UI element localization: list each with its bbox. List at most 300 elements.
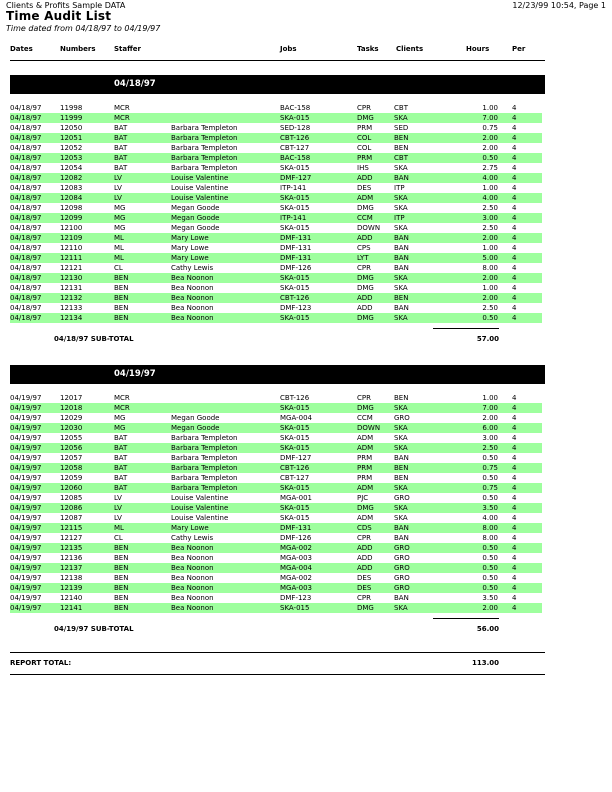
- task-code: PRM: [357, 464, 373, 472]
- staffer-name: Bea Noonon: [171, 564, 214, 572]
- job-number: SKA-015: [280, 314, 310, 322]
- task-code: DMG: [357, 274, 374, 282]
- task-code: DES: [357, 574, 372, 582]
- staffer-name: Bea Noonon: [171, 274, 214, 282]
- client-code: SKA: [394, 404, 408, 412]
- table-row: [10, 563, 542, 573]
- hours: 3.50: [482, 594, 498, 602]
- staffer-name: Megan Goode: [171, 204, 220, 212]
- table-row: [10, 453, 542, 463]
- hours: 0.50: [482, 494, 498, 502]
- table-row: [10, 203, 542, 213]
- hours: 2.00: [482, 134, 498, 142]
- staffer-name: Louise Valentine: [171, 184, 229, 192]
- entry-date: 04/18/97: [10, 244, 42, 252]
- job-number: SKA-015: [280, 484, 310, 492]
- job-number: MGA-002: [280, 544, 312, 552]
- hours: 7.00: [482, 404, 498, 412]
- entry-number: 12109: [60, 234, 83, 242]
- entry-date: 04/19/97: [10, 404, 42, 412]
- table-row: [10, 443, 542, 453]
- client-code: BAN: [394, 264, 409, 272]
- col-hours: Hours: [466, 45, 490, 53]
- table-row: [10, 423, 542, 433]
- client-code: CBT: [394, 104, 408, 112]
- entry-number: 12058: [60, 464, 83, 472]
- staffer-name: Barbara Templeton: [171, 124, 238, 132]
- job-number: SKA-015: [280, 224, 310, 232]
- client-code: BEN: [394, 294, 409, 302]
- hours: 2.50: [482, 204, 498, 212]
- table-row: [10, 223, 542, 233]
- entry-number: 12138: [60, 574, 83, 582]
- period: 4: [512, 304, 517, 312]
- entry-number: 12099: [60, 214, 83, 222]
- staffer-name: Cathy Lewis: [171, 534, 214, 542]
- client-code: BEN: [394, 134, 409, 142]
- task-code: CPR: [357, 104, 371, 112]
- period: 4: [512, 494, 517, 502]
- entry-number: 12084: [60, 194, 83, 202]
- entry-number: 12018: [60, 404, 83, 412]
- task-code: PJC: [357, 494, 369, 502]
- client-code: BAN: [394, 534, 409, 542]
- staffer-code: BAT: [114, 134, 128, 142]
- entry-date: 04/19/97: [10, 524, 42, 532]
- subtotal-value: 56.00: [476, 625, 499, 633]
- staffer-code: ML: [114, 254, 124, 262]
- job-number: MGA-001: [280, 494, 312, 502]
- job-number: SKA-015: [280, 194, 310, 202]
- entry-date: 04/19/97: [10, 494, 42, 502]
- period: 4: [512, 604, 517, 612]
- hours: 3.00: [482, 434, 498, 442]
- staffer-name: Barbara Templeton: [171, 474, 238, 482]
- entry-date: 04/18/97: [10, 154, 42, 162]
- staffer-name: Louise Valentine: [171, 194, 229, 202]
- client-code: SED: [394, 124, 409, 132]
- staffer-code: BEN: [114, 584, 129, 592]
- staffer-name: Bea Noonon: [171, 604, 214, 612]
- table-row: [10, 403, 542, 413]
- entry-number: 12030: [60, 424, 83, 432]
- job-number: SKA-015: [280, 114, 310, 122]
- job-number: MGA-004: [280, 414, 312, 422]
- entry-number: 12132: [60, 294, 83, 302]
- staffer-code: LV: [114, 174, 122, 182]
- period: 4: [512, 444, 517, 452]
- period: 4: [512, 264, 517, 272]
- entry-number: 12051: [60, 134, 83, 142]
- hours: 4.00: [482, 514, 498, 522]
- job-number: SKA-015: [280, 504, 310, 512]
- entry-date: 04/19/97: [10, 554, 42, 562]
- hours: 0.50: [482, 554, 498, 562]
- staffer-name: Bea Noonon: [171, 294, 214, 302]
- subtotal-rule: [433, 328, 499, 329]
- task-code: ADD: [357, 294, 373, 302]
- period: 4: [512, 174, 517, 182]
- staffer-code: ML: [114, 234, 124, 242]
- client-code: SKA: [394, 434, 408, 442]
- entry-date: 04/19/97: [10, 434, 42, 442]
- table-row: [10, 163, 542, 173]
- hours: 7.00: [482, 114, 498, 122]
- staffer-name: Mary Lowe: [171, 524, 209, 532]
- task-code: PRM: [357, 454, 373, 462]
- period: 4: [512, 154, 517, 162]
- client-code: SKA: [394, 504, 408, 512]
- staffer-name: Louise Valentine: [171, 494, 229, 502]
- entry-number: 12115: [60, 524, 83, 532]
- staffer-code: ML: [114, 244, 124, 252]
- group-rows: [10, 393, 542, 613]
- staffer-code: BEN: [114, 274, 129, 282]
- staffer-code: MG: [114, 224, 126, 232]
- entry-number: 11998: [60, 104, 83, 112]
- job-number: SED-128: [280, 124, 311, 132]
- staffer-code: BEN: [114, 564, 129, 572]
- job-number: MGA-003: [280, 554, 312, 562]
- hours: 8.00: [482, 264, 498, 272]
- group-band: [10, 75, 545, 94]
- client-code: SKA: [394, 484, 408, 492]
- group-date: 04/18/97: [114, 79, 156, 89]
- staffer-code: LV: [114, 494, 122, 502]
- job-number: SKA-015: [280, 164, 310, 172]
- period: 4: [512, 214, 517, 222]
- staffer-code: BAT: [114, 474, 128, 482]
- col-numbers: Numbers: [60, 45, 96, 53]
- client-code: GRO: [394, 554, 410, 562]
- table-row: [10, 463, 542, 473]
- period: 4: [512, 224, 517, 232]
- client-code: BAN: [394, 594, 409, 602]
- client-code: SKA: [394, 274, 408, 282]
- hours: 2.50: [482, 304, 498, 312]
- staffer-name: Megan Goode: [171, 414, 220, 422]
- hours: 1.00: [482, 104, 498, 112]
- total-rule-bottom: [10, 674, 545, 675]
- staffer-code: LV: [114, 514, 122, 522]
- client-code: BEN: [394, 464, 409, 472]
- staffer-name: Megan Goode: [171, 424, 220, 432]
- staffer-code: CL: [114, 534, 123, 542]
- task-code: ADM: [357, 484, 374, 492]
- header-rule: [10, 60, 545, 61]
- table-row: [10, 313, 542, 323]
- entry-number: 12083: [60, 184, 83, 192]
- job-number: MGA-003: [280, 584, 312, 592]
- entry-date: 04/18/97: [10, 234, 42, 242]
- staffer-code: BAT: [114, 444, 128, 452]
- staffer-name: Bea Noonon: [171, 314, 214, 322]
- subtotal-label: 04/18/97 SUB-TOTAL: [54, 335, 134, 343]
- job-number: CBT-126: [280, 394, 310, 402]
- table-row: [10, 303, 542, 313]
- client-code: GRO: [394, 494, 410, 502]
- staffer-code: BAT: [114, 124, 128, 132]
- job-number: DMF-127: [280, 174, 312, 182]
- staffer-name: Megan Goode: [171, 214, 220, 222]
- entry-date: 04/18/97: [10, 274, 42, 282]
- table-row: [10, 253, 542, 263]
- task-code: PRM: [357, 474, 373, 482]
- client-code: ITP: [394, 214, 405, 222]
- entry-number: 12140: [60, 594, 83, 602]
- task-code: CCM: [357, 414, 373, 422]
- report-total-label: REPORT TOTAL:: [10, 659, 72, 667]
- hours: 0.50: [482, 574, 498, 582]
- period: 4: [512, 134, 517, 142]
- table-row: [10, 533, 542, 543]
- group-date: 04/19/97: [114, 369, 156, 379]
- job-number: CBT-126: [280, 464, 310, 472]
- period: 4: [512, 464, 517, 472]
- period: 4: [512, 544, 517, 552]
- table-row: [10, 553, 542, 563]
- task-code: ADM: [357, 434, 374, 442]
- staffer-code: MCR: [114, 114, 130, 122]
- entry-date: 04/19/97: [10, 454, 42, 462]
- hours: 1.00: [482, 244, 498, 252]
- entry-date: 04/19/97: [10, 514, 42, 522]
- hours: 2.00: [482, 414, 498, 422]
- entry-date: 04/18/97: [10, 174, 42, 182]
- staffer-code: BEN: [114, 284, 129, 292]
- task-code: DMG: [357, 604, 374, 612]
- hours: 3.00: [482, 214, 498, 222]
- entry-number: 12055: [60, 434, 83, 442]
- table-row: [10, 133, 542, 143]
- task-code: ADD: [357, 544, 373, 552]
- entry-number: 12082: [60, 174, 83, 182]
- job-number: CBT-126: [280, 294, 310, 302]
- staffer-name: Barbara Templeton: [171, 464, 238, 472]
- staffer-name: Bea Noonon: [171, 574, 214, 582]
- hours: 8.00: [482, 534, 498, 542]
- period: 4: [512, 184, 517, 192]
- job-number: BAC-158: [280, 104, 311, 112]
- task-code: DMG: [357, 404, 374, 412]
- table-row: [10, 273, 542, 283]
- task-code: DOWN: [357, 224, 381, 232]
- hours: 2.00: [482, 234, 498, 242]
- period: 4: [512, 454, 517, 462]
- col-per: Per: [512, 45, 526, 53]
- entry-date: 04/19/97: [10, 574, 42, 582]
- job-number: DMF-131: [280, 524, 312, 532]
- table-row: [10, 143, 542, 153]
- job-number: MGA-004: [280, 564, 312, 572]
- entry-number: 12050: [60, 124, 83, 132]
- period: 4: [512, 144, 517, 152]
- table-row: [10, 103, 542, 113]
- period: 4: [512, 484, 517, 492]
- staffer-code: BEN: [114, 554, 129, 562]
- hours: 2.75: [482, 164, 498, 172]
- period: 4: [512, 574, 517, 582]
- job-number: SKA-015: [280, 204, 310, 212]
- entry-date: 04/18/97: [10, 294, 42, 302]
- staffer-name: Mary Lowe: [171, 244, 209, 252]
- client-code: SKA: [394, 604, 408, 612]
- hours: 1.00: [482, 394, 498, 402]
- job-number: MGA-002: [280, 574, 312, 582]
- entry-date: 04/18/97: [10, 304, 42, 312]
- staffer-code: MCR: [114, 404, 130, 412]
- staffer-code: BEN: [114, 544, 129, 552]
- staffer-name: Bea Noonon: [171, 304, 214, 312]
- task-code: ADD: [357, 174, 373, 182]
- hours: 0.75: [482, 124, 498, 132]
- table-row: [10, 593, 542, 603]
- staffer-code: MCR: [114, 394, 130, 402]
- client-code: BEN: [394, 474, 409, 482]
- job-number: CBT-127: [280, 474, 310, 482]
- table-row: [10, 173, 542, 183]
- client-code: SKA: [394, 284, 408, 292]
- entry-date: 04/19/97: [10, 564, 42, 572]
- period: 4: [512, 414, 517, 422]
- entry-date: 04/19/97: [10, 504, 42, 512]
- entry-number: 12141: [60, 604, 83, 612]
- table-row: [10, 573, 542, 583]
- staffer-code: BAT: [114, 154, 128, 162]
- entry-date: 04/19/97: [10, 594, 42, 602]
- entry-number: 12059: [60, 474, 83, 482]
- period: 4: [512, 234, 517, 242]
- hours: 2.00: [482, 144, 498, 152]
- period: 4: [512, 274, 517, 282]
- hours: 6.00: [482, 424, 498, 432]
- period: 4: [512, 424, 517, 432]
- client-code: SKA: [394, 194, 408, 202]
- client-code: ITP: [394, 184, 405, 192]
- period: 4: [512, 564, 517, 572]
- entry-date: 04/18/97: [10, 204, 42, 212]
- entry-number: 12098: [60, 204, 83, 212]
- task-code: ADM: [357, 444, 374, 452]
- client-code: BEN: [394, 144, 409, 152]
- period: 4: [512, 584, 517, 592]
- staffer-code: BAT: [114, 434, 128, 442]
- task-code: DMG: [357, 284, 374, 292]
- staffer-code: BEN: [114, 304, 129, 312]
- staffer-code: MCR: [114, 104, 130, 112]
- client-code: BEN: [394, 394, 409, 402]
- staffer-name: Louise Valentine: [171, 504, 229, 512]
- subtotal-value: 57.00: [476, 335, 499, 343]
- staffer-name: Bea Noonon: [171, 284, 214, 292]
- job-number: SKA-015: [280, 514, 310, 522]
- table-row: [10, 433, 542, 443]
- client-code: SKA: [394, 444, 408, 452]
- client-code: GRO: [394, 414, 410, 422]
- staffer-code: LV: [114, 184, 122, 192]
- staffer-name: Barbara Templeton: [171, 144, 238, 152]
- hours: 2.00: [482, 274, 498, 282]
- table-row: [10, 493, 542, 503]
- subtotal-rule: [433, 618, 499, 619]
- entry-number: 12131: [60, 284, 83, 292]
- task-code: CPR: [357, 594, 371, 602]
- hours: 0.50: [482, 474, 498, 482]
- task-code: PRM: [357, 124, 373, 132]
- period: 4: [512, 284, 517, 292]
- table-row: [10, 193, 542, 203]
- hours: 0.50: [482, 544, 498, 552]
- entry-date: 04/19/97: [10, 464, 42, 472]
- staffer-name: Louise Valentine: [171, 174, 229, 182]
- task-code: DES: [357, 184, 372, 192]
- table-row: [10, 503, 542, 513]
- client-code: SKA: [394, 224, 408, 232]
- period: 4: [512, 474, 517, 482]
- task-code: ADM: [357, 514, 374, 522]
- entry-date: 04/19/97: [10, 604, 42, 612]
- period: 4: [512, 124, 517, 132]
- entry-number: 12052: [60, 144, 83, 152]
- task-code: COL: [357, 144, 372, 152]
- job-number: DMF-123: [280, 304, 312, 312]
- job-number: DMF-131: [280, 244, 312, 252]
- entry-date: 04/19/97: [10, 424, 42, 432]
- job-number: DMF-131: [280, 254, 312, 262]
- client-code: GRO: [394, 544, 410, 552]
- hours: 5.00: [482, 254, 498, 262]
- entry-date: 04/18/97: [10, 184, 42, 192]
- entry-date: 04/18/97: [10, 164, 42, 172]
- entry-number: 12121: [60, 264, 83, 272]
- client-code: SKA: [394, 164, 408, 172]
- hours: 0.75: [482, 484, 498, 492]
- table-row: [10, 123, 542, 133]
- table-row: [10, 243, 542, 253]
- client-code: SKA: [394, 114, 408, 122]
- hours: 0.50: [482, 154, 498, 162]
- hours: 0.50: [482, 454, 498, 462]
- hours: 0.50: [482, 564, 498, 572]
- job-number: ITP-141: [280, 214, 307, 222]
- staffer-code: MG: [114, 414, 126, 422]
- entry-number: 12133: [60, 304, 83, 312]
- period: 4: [512, 194, 517, 202]
- hours: 2.50: [482, 224, 498, 232]
- job-number: DMF-127: [280, 454, 312, 462]
- table-row: [10, 153, 542, 163]
- entry-date: 04/19/97: [10, 544, 42, 552]
- task-code: ADD: [357, 554, 373, 562]
- group-band: [10, 365, 545, 384]
- staffer-name: Mary Lowe: [171, 234, 209, 242]
- table-row: [10, 293, 542, 303]
- task-code: IHS: [357, 164, 369, 172]
- period: 4: [512, 244, 517, 252]
- hours: 2.00: [482, 294, 498, 302]
- client-code: GRO: [394, 564, 410, 572]
- task-code: CPR: [357, 534, 371, 542]
- entry-date: 04/18/97: [10, 284, 42, 292]
- hours: 0.50: [482, 314, 498, 322]
- period: 4: [512, 404, 517, 412]
- subtotal-label: 04/19/97 SUB-TOTAL: [54, 625, 134, 633]
- client-code: BAN: [394, 254, 409, 262]
- table-row: [10, 413, 542, 423]
- task-code: CPR: [357, 264, 371, 272]
- staffer-name: Barbara Templeton: [171, 454, 238, 462]
- entry-number: 12053: [60, 154, 83, 162]
